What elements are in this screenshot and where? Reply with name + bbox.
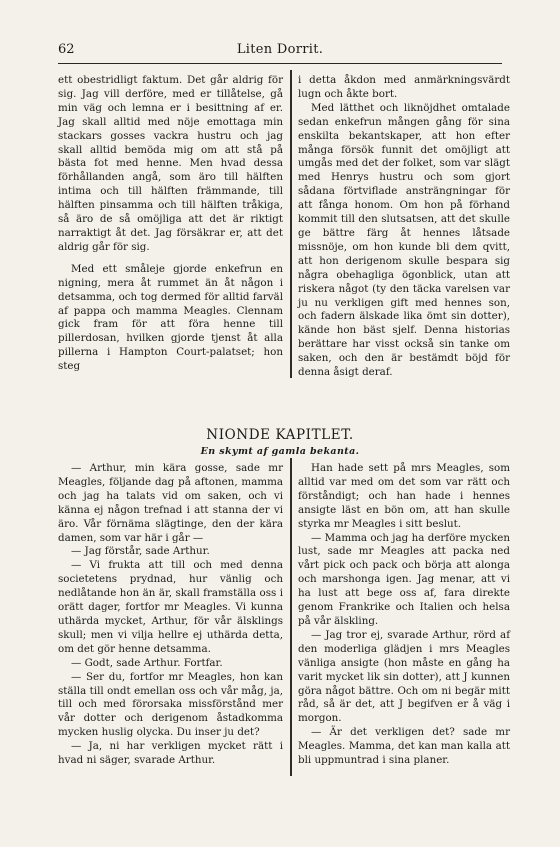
page-number: 62 bbox=[58, 42, 75, 57]
paragraph: — Arthur, min kära gosse, sade mr Meagles, följande dag på aftonen, mamma och jag ha talats vid om saken, och vi känna ej någon trefnad i att stanna der vi äro. Vår förnäma slägtinge, den der kära damen, som var här i går — bbox=[58, 462, 283, 544]
paragraph: — Godt, sade Arthur. Fortfar. bbox=[71, 656, 223, 669]
paragraph: ett obestridligt faktum. Det går aldrig för sig. Jag vill derföre, med er tillåtelse, gå min väg och lemna er i besittning af er. Jag skall alltid med nöje emottaga min stackars gosses vackra hustru och jag skall alltid bemöda mig om att stå på bästa fot med henne. Men hvad dessa förhållanden angå, som äro till hälften intima och till hälften främmande, till hälften pinsamma och till hälften tråkiga, så äro de så omöjliga att det är riktigt narraktigt åt det. Jag försäkrar er, att det aldrig går för sig. bbox=[58, 74, 283, 253]
paragraph: Han hade sett på mrs Meagles, som alltid var med om det som var rätt och förståndigt; och han hade i hennes ansigte läst en bön om, att han skulle styrka mr Meagles i sitt beslut. bbox=[298, 462, 510, 530]
bottom-right-column bbox=[298, 462, 510, 768]
chapter-subtitle: En skymt af gamla bekanta. bbox=[200, 446, 360, 457]
paragraph: — Mamma och jag ha derföre mycken lust, sade mr Meagles att packa ned vårt pick och pack och börja att alonga och marshonga igen. Jag menar, att vi ha lust att bege oss af, fara direkte genom Frankrike och Italien och helsa på vår älskling. bbox=[298, 531, 510, 627]
running-head bbox=[58, 42, 502, 60]
paragraph: i detta åkdon med anmärkningsvärdt lugn och åkte bort. bbox=[298, 74, 510, 100]
bottom-left-column bbox=[58, 462, 283, 768]
paragraph: — Jag förstår, sade Arthur. bbox=[71, 545, 210, 558]
top-right-column bbox=[298, 74, 510, 380]
paragraph: — Ser du, fortfor mr Meagles, hon kan ställa till ondt emellan oss och vår måg, ja, till och med förorsaka missförstånd mer vår dotter och derigenom åstadkomma mycken huslig olycka. Du inser ju det? bbox=[58, 670, 283, 739]
paragraph: — Är det verkligen det? sade mr Meagles. Mamma, det kan man kalla att bli uppmuntrad i sina planer. bbox=[298, 726, 510, 767]
column-divider bbox=[290, 70, 292, 378]
running-title: Liten Dorrit. bbox=[236, 42, 324, 57]
paragraph: — Vi frukta att till och med denna societetens prydnad, hur vänlig och nedlåtande hon än är, skall framställa oss i orätt dager, fortfor mr Meagles. Vi kunna uthärda mycket, Arthur, för vår älsklings skull; men vi vilja hellre ej uthärda detta, om det gör henne detsamma. bbox=[58, 559, 283, 655]
paragraph: — Jag tror ej, svarade Arthur, rörd af den moderliga glädjen i mrs Meagles vänliga ansigte (hon måste en gång ha varit mycket lik sin dotter), att J kunnen göra något bättre. Och om ni begär mitt råd, så är det, att J begifven er å väg i morgon. bbox=[298, 628, 510, 725]
paragraph: Med ett småleje gjorde enkefrun en nigning, mera åt rummet än åt någon i detsamma, och tog dermed för alltid farväl af pappa och mamma Meagles. Clennam gick fram för att föra henne till pillerdosan, hvilken gjorde tjenst åt alla pillerna i Hampton Court-palatset; hon steg bbox=[58, 262, 283, 373]
header-rule bbox=[58, 63, 502, 64]
top-left-column bbox=[58, 74, 283, 374]
paragraph: — Ja, ni har verkligen mycket rätt i hvad ni säger, svarade Arthur. bbox=[58, 740, 283, 767]
paragraph: Med lätthet och liknöjdhet omtalade sedan enkefrun mången gång för sina enskilta bekantskaper, att hon efter många försök funnit det omöjligt att umgås med det der folket, som var slägt med Henrys hustru och som gjort sådana förtviflade ansträngningar för att fånga honom. Om hon på förhand kommit till den slutsatsen, att det skulle ge bättre färg åt hennes låtsade missnöje, om hon kunde bli dem qvitt, att hon derigenom skulle bespara sig några obehagliga ögonblick, utan att riskera något (ty den täcka varelsen var ju nu verkligen gift med hennes son, och fadern älskade lika ömt sin dotter), kände hon bäst sjelf. Denna historias berättare har visst också sin tanke om saken, och den är bestämdt böjd för denna åsigt deraf. bbox=[298, 101, 510, 379]
column-divider bbox=[290, 458, 292, 776]
chapter-title: NIONDE KAPITLET. bbox=[206, 427, 354, 443]
